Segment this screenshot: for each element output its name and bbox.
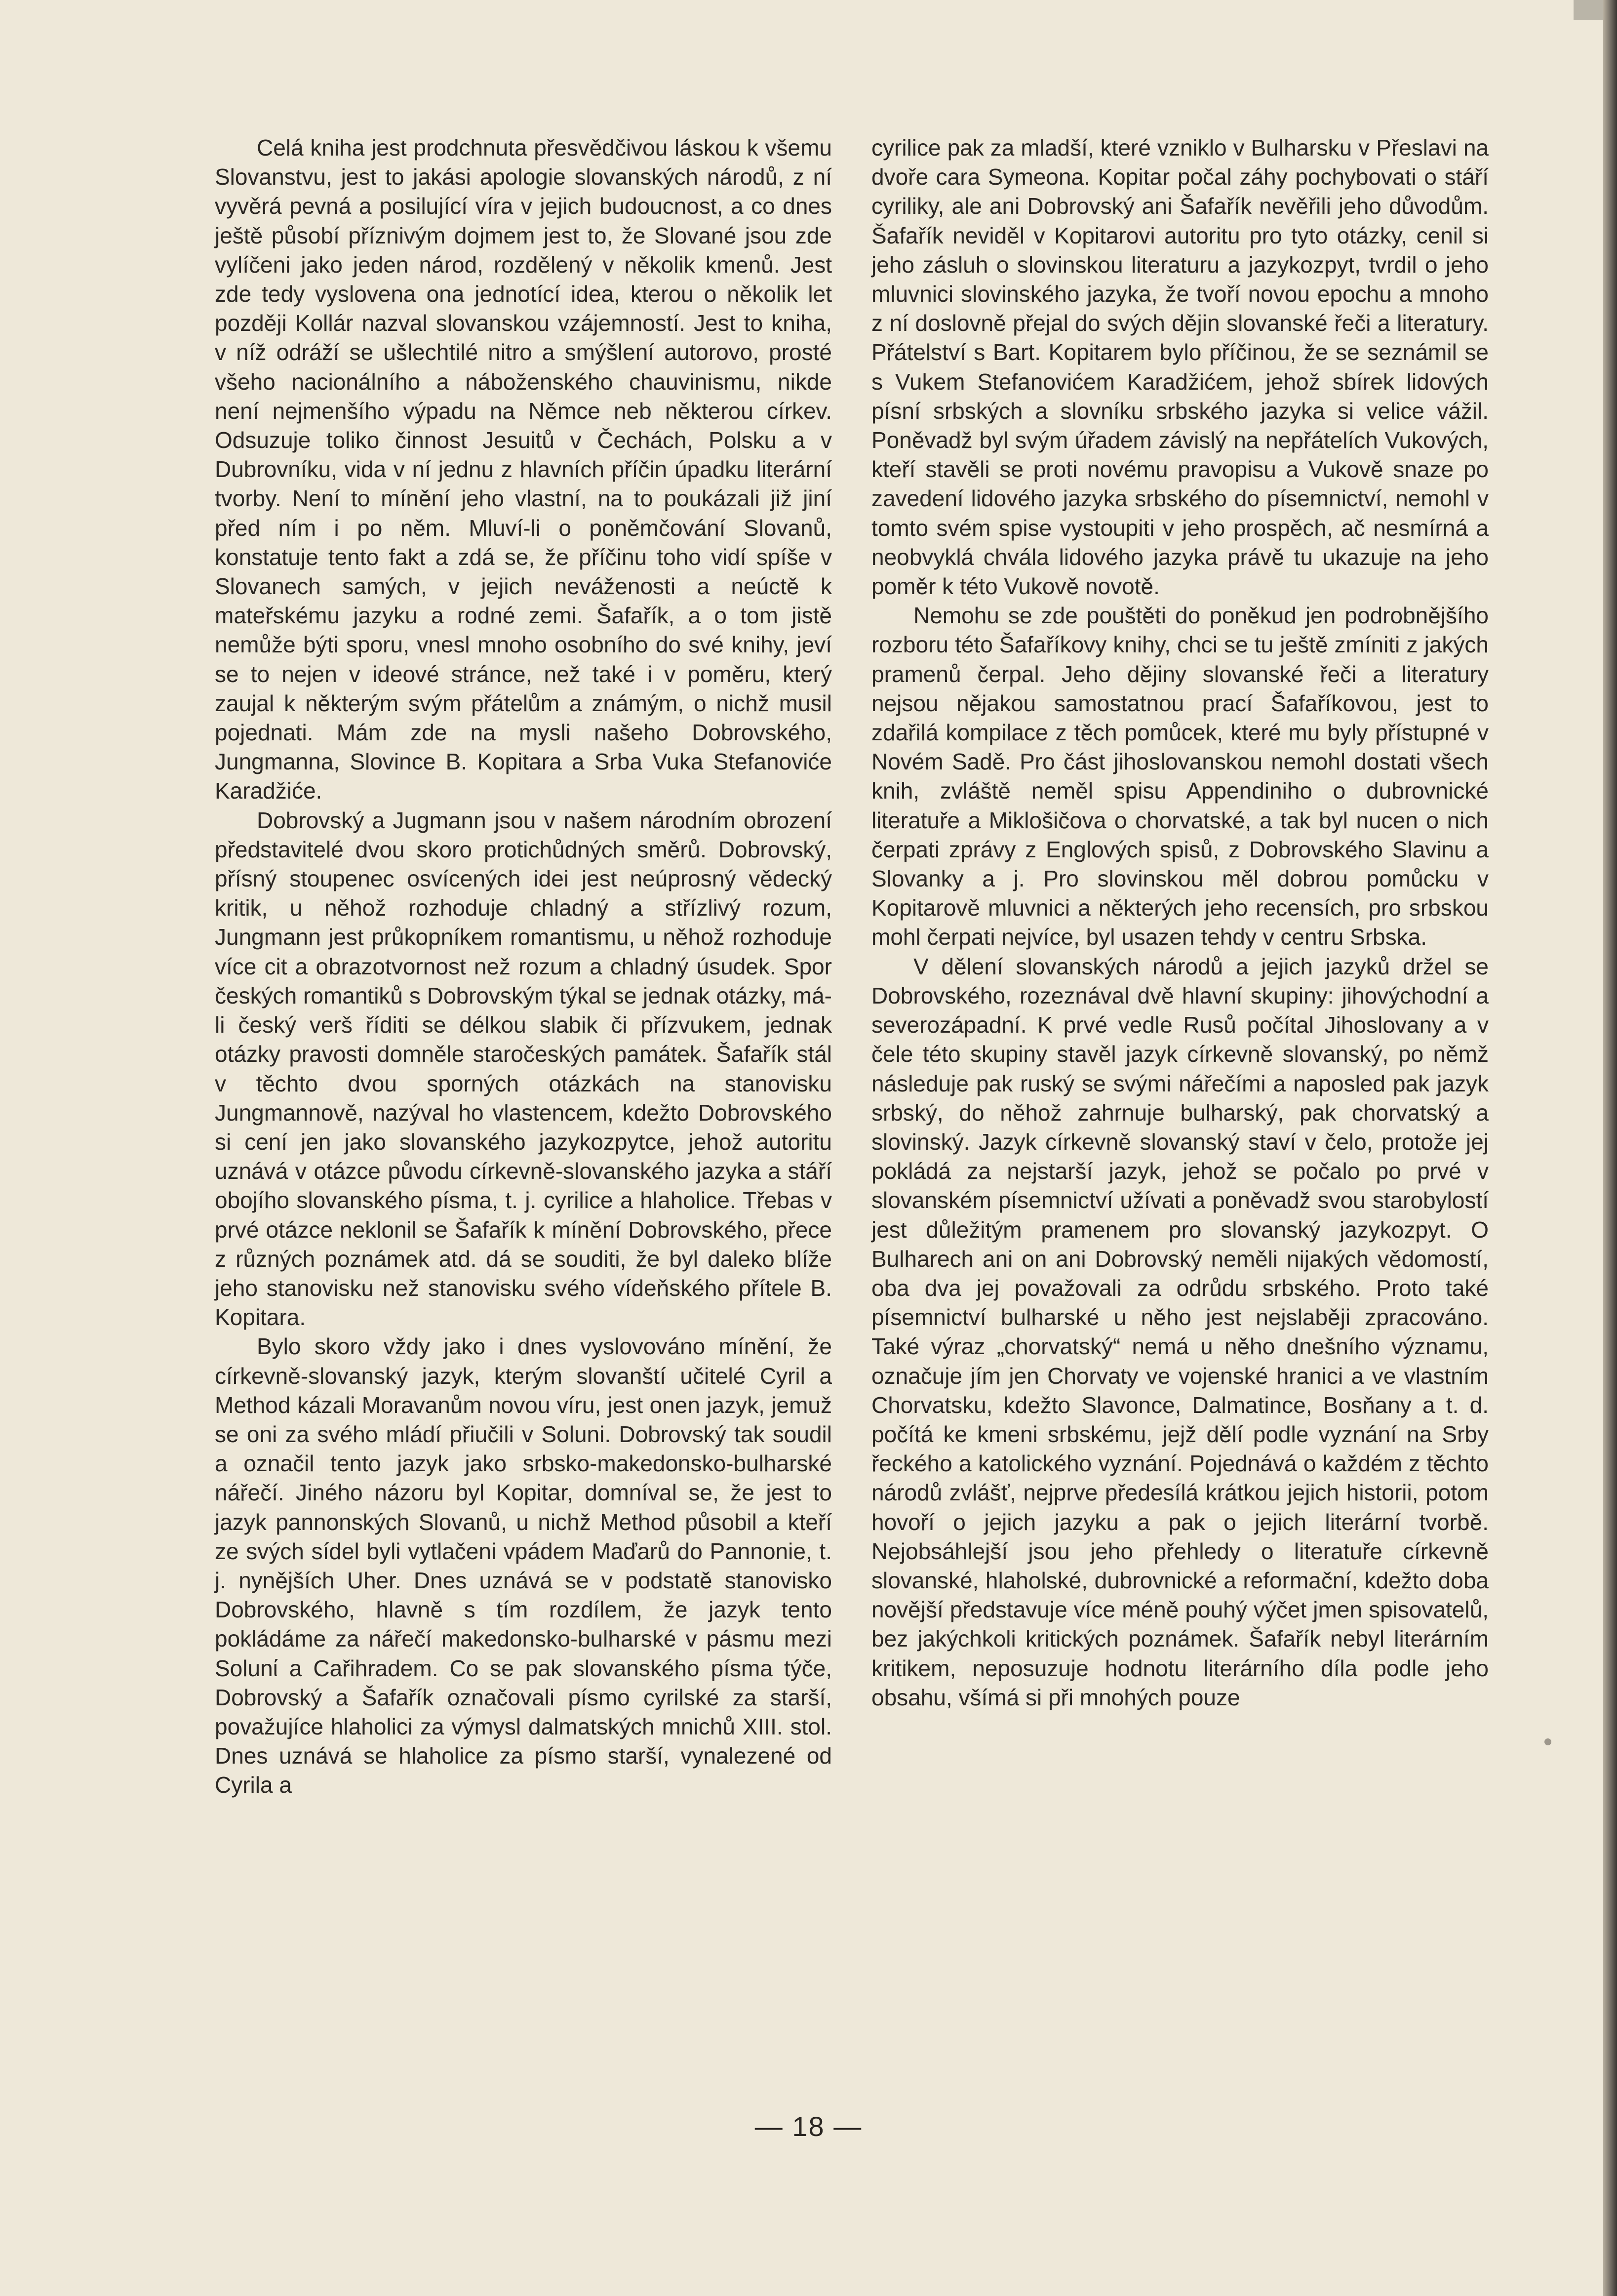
scan-shadow (1574, 0, 1603, 20)
left-text-column (215, 133, 832, 1800)
paragraph: cyrilice pak za mladší, které vzniklo v Bulharsku v Přeslavi na dvoře cara Symeona. Kopitar počal záhy pochybovati o stáří cyriliky, ale ani Dobrovský ani Šafařík nevěřili jeho důvodům. Šafařík neviděl v Kopitarovi autoritu pro tyto otázky, cenil si jeho zásluh o slovinskou literaturu a jazykozpyt, tvrdil o jeho mluvnici slovinského jazyka, že tvoří novou epochu a mnoho z ní doslovně přejal do svých dějin slovanské řeči a literatury. Přátelství s Bart. Kopitarem bylo příčinou, že se seznámil se s Vukem Stefanovićem Karadžićem, jehož sbírek lidových písní srbských a slovníku srbského jazyka si velice vážil. Poněvadž byl svým úřadem závislý na nepřátelích Vukových, kteří stavěli se proti novému pravopisu a Vukově snaze po zavedení lidového jazyka srbského do písemnictví, nemohl v tomto svém spise vystoupiti v jeho prospěch, ač nesmírná a neobvyklá chvála lidového jazyka právě tu ukazuje na jeho poměr k této Vukově novotě. (871, 135, 1489, 600)
paragraph: V dělení slovanských národů a jejich jazyků držel se Dobrovského, rozeznával dvě hlavní skupiny: jihovýchodní a severozápadní. K prvé vedle Rusů počítal Jihoslovany a v čele této skupiny stavěl jazyk církevně slovanský, po němž následuje pak ruský se svými nářečími a naposled pak jazyk srbský, do něhož zahrnuje bulharský, pak chorvatský a slovinský. Jazyk církevně slovanský staví v čelo, protože jej pokládá za nejstarší jazyk, jehož se počalo po prvé v slovanském písemnictví užívati a poněvadž svou starobylostí jest důležitým pramenem pro slovanský jazykozpyt. O Bulharech ani on ani Dobrovský neměli nijakých vědomostí, oba dva jej považovali za odrůdu srbského. Proto také písemnictví bulharské u něho jest nejslaběji zpracováno. Také výraz „chorvatský“ nemá u něho dnešního významu, označuje jím jen Chorvaty ve vojenské hranici a ve vlastním Chorvatsku, kdežto Slavonce, Dalmatince, Bosňany a t. d. počítá ke kmeni srbskému, jejž dělí podle vyznání na Srby řeckého a katolického vyznání. Pojednává o každém z těchto národů zvlášť, nejprve předesílá krátkou jejich historii, potom hovoří o jejich jazyku a pak o jejich literární tvorbě. Nejobsáhlejší jsou jeho přehledy o literatuře církevně slovanské, hlaholské, dubrovnické a reformační, kdežto doba novější představuje více méně pouhý výčet jmen spisovatelů, bez jakýchkoli kritických poznámek. Šafařík nebyl literárním kritikem, neposuzuje hodnotu literárního díla podle jeho obsahu, všímá si při mnohých pouze (871, 953, 1489, 1710)
paragraph: Nemohu se zde pouštěti do poněkud jen podrobnějšího rozboru této Šafaříkovy knihy, chci se tu ještě zmíniti z jakých pramenů čerpal. Jeho dějiny slovanské řeči a literatury nejsou nějakou samostatnou prací Šafaříkovou, jest to zdařilá kompilace z těch pomůcek, které mu byly přístupné v Novém Sadě. Pro část jihoslovanskou nemohl dostati všech knih, zvláště neměl spisu Appendiniho o dubrovnické literatuře a Miklošičova o chorvatské, a tak byl nucen o nich čerpati zprávy z Englových spisů, z Dobrovského Slavinu a Slovanky a j. Pro slovinskou měl dobrou pomůcku v Kopitarově mluvnici a některých jeho recensích, pro srbskou mohl čerpati nejvíce, byl usazen tehdy v centru Srbska. (871, 603, 1489, 950)
margin-speck (1544, 1738, 1551, 1745)
paragraph: Bylo skoro vždy jako i dnes vyslovováno mínění, že církevně-slovanský jazyk, kterým slovanští učitelé Cyril a Method kázali Moravanům novou víru, jest onen jazyk, jemuž se oni za svého mládí přiučili v Soluni. Dobrovský tak soudil a označil tento jazyk jako srbsko-makedonsko-bulharské nářečí. Jiného názoru byl Kopitar, domníval se, že jest to jazyk pannonských Slovanů, u nichž Method působil a kteří ze svých sídel byli vytlačeni vpádem Maďarů do Pannonie, t. j. nynějších Uher. Dnes uznává se v podstatě stanovisko Dobrovského, hlavně s tím rozdílem, že jazyk tento pokládáme za nářečí makedonsko-bulharské v pásmu mezi Solunί a Cařihradem. Co se pak slovanského písma týče, Dobrovský a Šafařík označovali písmo cyrilské za starší, považujíce hlaholici za výmysl dalmatských mnichů XIII. stol. Dnes uznává se hlaholice za písmo starší, vynalezené od Cyrila a (215, 1333, 832, 1798)
right-text-column (871, 133, 1489, 1712)
paragraph: Celá kniha jest prodchnuta přesvědčivou láskou k všemu Slovanstvu, jest to jakási apologie slovanských národů, z ní vyvěrá pevná a posilující víra v jejich budoucnost, a co dnes ještě působí příznivým dojmem jest to, že Slované jsou zde vylíčeni jako jeden národ, rozdělený v několik kmenů. Jest zde tedy vyslovena ona jednotící idea, kterou o několik let později Kollár nazval slovanskou vzájemností. Jest to kniha, v níž odráží se ušlechtilé nitro a smýšlení autorovo, prosté všeho nacionálního a náboženského chauvinismu, nikde není nejmenšího výpadu na Němce neb některou církev. Odsuzuje toliko činnost Jesuitů v Čechách, Polsku a v Dubrovníku, vida v ní jednu z hlavních příčin úpadku literární tvorby. Není to mínění jeho vlastní, na to poukázali již jiní před ním i po něm. Mluví-li o poněmčování Slovanů, konstatuje tento fakt a zdá se, že příčinu toho vidí spíše v Slovanech samých, v jejich neváženosti a neúctě k mateřskému jazyku a rodné zemi. Šafařík, a o tom jistě nemůže býti sporu, vnesl mnoho osobního do své knihy, jeví se to nejen v ideové stránce, než také i v poměru, který zaujal k některým svým přátelům a známým, o nichž musil pojednati. Mám zde na mysli našeho Dobrovského, Jungmanna, Slovince B. Kopitara a Srba Vuka Stefanoviće Karadžiće. (215, 135, 832, 804)
page-number: — 18 — (754, 2111, 863, 2142)
page-edge (1603, 0, 1617, 2296)
paragraph: Dobrovský a Jugmann jsou v našem národním obrození představitelé dvou skoro protichůdných směrů. Dobrovský, přísný stoupenec osvícených idei jest neúprosný vědecký kritik, u něhož rozhoduje chladný a střízlivý rozum, Jungmann jest průkopníkem romantismu, u něhož rozhoduje více cit a obrazotvornost než rozum a chladný úsudek. Spor českých romantiků s Dobrovským týkal se jednak otázky, má-li český verš říditi se délkou slabik či přízvukem, jednak otázky pravosti domněle staročeských památek. Šafařík stál v těchto dvou sporných otázkách na stanovisku Jungmannově, nazýval ho vlastencem, kdežto Dobrovského si cení jen jako slovanského jazykozpytce, jehož autoritu uznává v otázce původu církevně-slovanského jazyka a stáří obojího slovanského písma, t. j. cyrilice a hlaholice. Třebas v prvé otázce neklonil se Šafařík k mínění Dobrovského, přece z různých poznámek atd. dá se souditi, že byl daleko blíže jeho stanovisku než stanovisku svého vídeňského přítele B. Kopitara. (215, 807, 832, 1330)
